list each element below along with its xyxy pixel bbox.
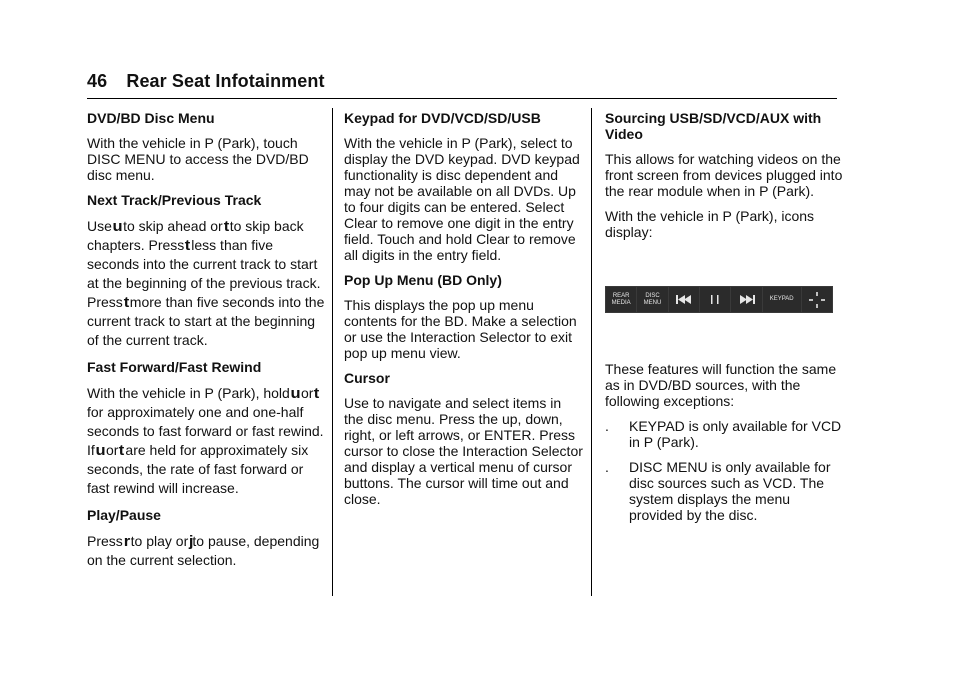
pause-icon: [710, 295, 720, 304]
page-header: [87, 71, 325, 92]
section-heading: Fast Forward/Fast Rewind: [87, 359, 262, 375]
play-icon: r: [123, 533, 130, 550]
column-2: [344, 110, 584, 516]
next-track-button[interactable]: [731, 287, 761, 312]
previous-track-icon: t: [123, 294, 130, 311]
column-1: [87, 110, 327, 579]
paragraph: This allows for watching videos on the front screen from devices plugged into the rear module when in P (Park).: [605, 151, 843, 199]
previous-track-icon: t: [185, 237, 191, 254]
pause-button[interactable]: [700, 287, 730, 312]
previous-track-icon: t: [223, 218, 229, 235]
skip-back-icon: [676, 295, 692, 304]
bullet-marker: .: [605, 459, 609, 475]
paragraph: With the vehicle in P (Park), select to display the DVD keypad. DVD keypad functionality is disc dependent and may not be available on all DVDs. Up to four digits can be entered. Select Clear to remove one digit in the entry field. Touch and hold Clear to remove all digits in the entry field.: [344, 135, 580, 263]
section-heading: Keypad for DVD/VCD/SD/USB: [344, 110, 541, 126]
header-rule: [87, 98, 837, 99]
paragraph: Useuto skip ahead ortto skip back chapters. Presstless than five seconds into the current track to start at the beginning of the previous track. Presstmore than five seconds into the current track to start at the beginning of the current track.: [87, 218, 325, 348]
previous-track-icon: t: [119, 442, 125, 459]
section-heading: Cursor: [344, 370, 390, 386]
paragraph: With the vehicle in P (Park), holduortfor approximately one and one-half seconds to fast forward or fast rewind. Ifuortare held for approximately six seconds, the rate of fast forward or fast rewind will increase.: [87, 385, 324, 496]
rear-media-button[interactable]: REAR MEDIA: [606, 287, 636, 312]
column-divider: [591, 108, 592, 596]
media-icon-toolbar: [605, 286, 833, 313]
page-title: Rear Seat Infotainment: [126, 71, 325, 91]
page-number: 46: [87, 71, 108, 91]
section-heading: Sourcing USB/SD/VCD/AUX with Video: [605, 110, 822, 142]
column-3: [605, 110, 845, 532]
paragraph: Use to navigate and select items in the disc menu. Press the up, down, right, or left arrows, or ENTER. Press cursor to close the Interaction Selector and display a vertical menu of cursor buttons. The cursor will time out and close.: [344, 395, 583, 507]
section-heading: Next Track/Previous Track: [87, 192, 262, 208]
pause-icon: j: [189, 533, 192, 550]
skip-forward-icon: [739, 295, 755, 304]
list-item: [605, 459, 845, 523]
paragraph: This displays the pop up menu contents for the BD. Make a selection or use the Interaction Selector to exit pop up menu view.: [344, 297, 577, 361]
next-track-icon: u: [95, 442, 106, 459]
list-item-text: DISC MENU is only available for disc sources such as VCD. The system displays the menu provided by the disc.: [629, 459, 831, 523]
section-heading: Pop Up Menu (BD Only): [344, 272, 502, 288]
disc-menu-button[interactable]: DISC MENU: [637, 287, 667, 312]
bullet-marker: .: [605, 418, 609, 434]
section-heading: DVD/BD Disc Menu: [87, 110, 215, 126]
section-heading: Play/Pause: [87, 507, 161, 523]
previous-track-button[interactable]: [669, 287, 699, 312]
list-item: [605, 418, 845, 450]
next-track-icon: u: [290, 385, 301, 402]
cursor-button[interactable]: [802, 287, 832, 312]
column-divider: [332, 108, 333, 596]
paragraph: These features will function the same as in DVD/BD sources, with the following exceptions:: [605, 361, 837, 409]
next-track-icon: u: [112, 218, 123, 235]
list-item-text: KEYPAD is only available for VCD in P (Park).: [629, 418, 842, 450]
keypad-button[interactable]: KEYPAD: [763, 287, 801, 312]
paragraph: Pressrto play orjto pause, depending on the current selection.: [87, 533, 320, 568]
previous-track-icon: t: [314, 385, 320, 402]
paragraph: With the vehicle in P (Park), icons display:: [605, 208, 815, 240]
paragraph: With the vehicle in P (Park), touch DISC MENU to access the DVD/BD disc menu.: [87, 135, 309, 183]
cursor-arrows-icon: [808, 291, 826, 309]
